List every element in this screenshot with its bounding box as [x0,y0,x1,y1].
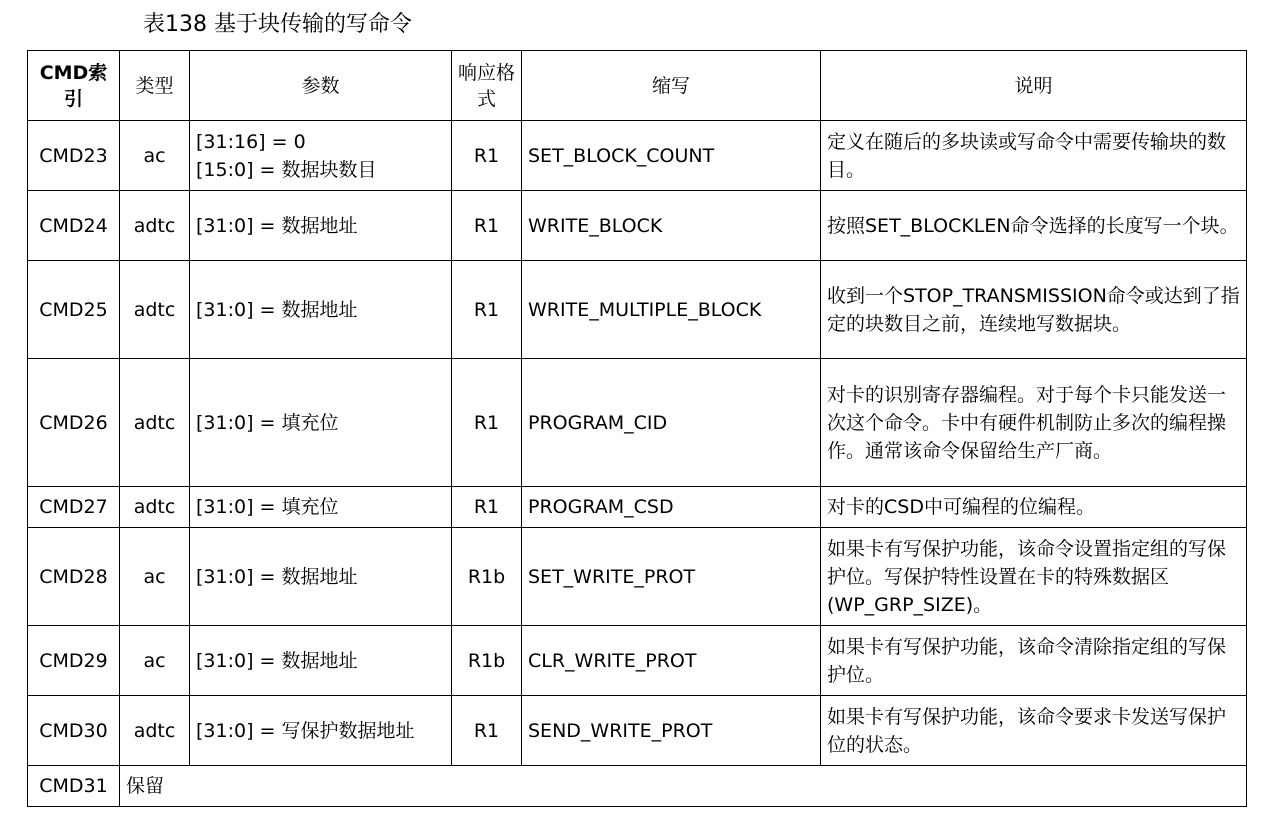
cmd-abbreviation: CLR_WRITE_PROT [522,626,821,696]
header-type: 类型 [120,51,190,121]
cmd-description: 对卡的CSD中可编程的位编程。 [821,487,1247,528]
header-row [28,51,1247,121]
cmd-description: 收到一个STOP_TRANSMISSION命令或达到了指定的块数目之前，连续地写数据块。 [821,261,1247,359]
table-row [28,121,1247,191]
write-command-table [27,50,1247,807]
param-line: [15:0] = 数据块数目 [196,158,377,181]
cmd-index: CMD29 [28,626,120,696]
cmd-abbreviation: SET_BLOCK_COUNT [522,121,821,191]
cmd-param: [31:0] = 数据地址 [190,261,452,359]
cmd-index: CMD26 [28,359,120,487]
cmd-response: R1 [452,487,522,528]
cmd-description: 如果卡有写保护功能，该命令清除指定组的写保护位。 [821,626,1247,696]
cmd-param: [31:0] = 数据地址 [190,528,452,626]
cmd-abbreviation: PROGRAM_CSD [522,487,821,528]
cmd-type: adtc [120,696,190,766]
cmd-response: R1 [452,261,522,359]
cmd-param: [31:0] = 数据地址 [190,626,452,696]
cmd-index: CMD25 [28,261,120,359]
table-caption: 表138 基于块传输的写命令 [143,12,412,37]
table-row [28,359,1247,487]
param-line: [31:16] = 0 [196,130,306,153]
reserved-row [28,766,1247,807]
cmd-index: CMD31 [28,766,120,807]
cmd-param: [31:0] = 填充位 [190,359,452,487]
header-param: 参数 [190,51,452,121]
cmd-response: R1 [452,191,522,261]
table-row [28,626,1247,696]
cmd-response: R1b [452,528,522,626]
header-abbreviation: 缩写 [522,51,821,121]
cmd-index: CMD30 [28,696,120,766]
cmd-param: [31:0] = 写保护数据地址 [190,696,452,766]
cmd-type: ac [120,626,190,696]
cmd-abbreviation: WRITE_MULTIPLE_BLOCK [522,261,821,359]
table-row [28,261,1247,359]
cmd-index: CMD27 [28,487,120,528]
cmd-description: 如果卡有写保护功能，该命令设置指定组的写保护位。写保护特性设置在卡的特殊数据区(WP_GRP_SIZE)。 [821,528,1247,626]
cmd-description: 如果卡有写保护功能，该命令要求卡发送写保护位的状态。 [821,696,1247,766]
reserved-text: 保留 [120,766,1247,807]
cmd-response: R1b [452,626,522,696]
cmd-response: R1 [452,696,522,766]
cmd-abbreviation: PROGRAM_CID [522,359,821,487]
header-index: CMD索引 [28,51,120,121]
cmd-type: ac [120,528,190,626]
table-row [28,191,1247,261]
cmd-type: adtc [120,261,190,359]
cmd-description: 定义在随后的多块读或写命令中需要传输块的数目。 [821,121,1247,191]
cmd-response: R1 [452,121,522,191]
header-response: 响应格式 [452,51,522,121]
cmd-index: CMD28 [28,528,120,626]
cmd-description: 按照SET_BLOCKLEN命令选择的长度写一个块。 [821,191,1247,261]
table-row [28,487,1247,528]
cmd-type: adtc [120,487,190,528]
cmd-response: R1 [452,359,522,487]
cmd-param: [31:0] = 数据地址 [190,191,452,261]
cmd-type: adtc [120,359,190,487]
cmd-type: ac [120,121,190,191]
cmd-abbreviation: SEND_WRITE_PROT [522,696,821,766]
cmd-param: [31:0] = 填充位 [190,487,452,528]
cmd-index: CMD24 [28,191,120,261]
cmd-type: adtc [120,191,190,261]
cmd-index: CMD23 [28,121,120,191]
cmd-abbreviation: SET_WRITE_PROT [522,528,821,626]
header-description: 说明 [821,51,1247,121]
table-row [28,696,1247,766]
cmd-abbreviation: WRITE_BLOCK [522,191,821,261]
table-row [28,528,1247,626]
cmd-description: 对卡的识别寄存器编程。对于每个卡只能发送一次这个命令。卡中有硬件机制防止多次的编程操作。通常该命令保留给生产厂商。 [821,359,1247,487]
cmd-param [190,121,452,191]
